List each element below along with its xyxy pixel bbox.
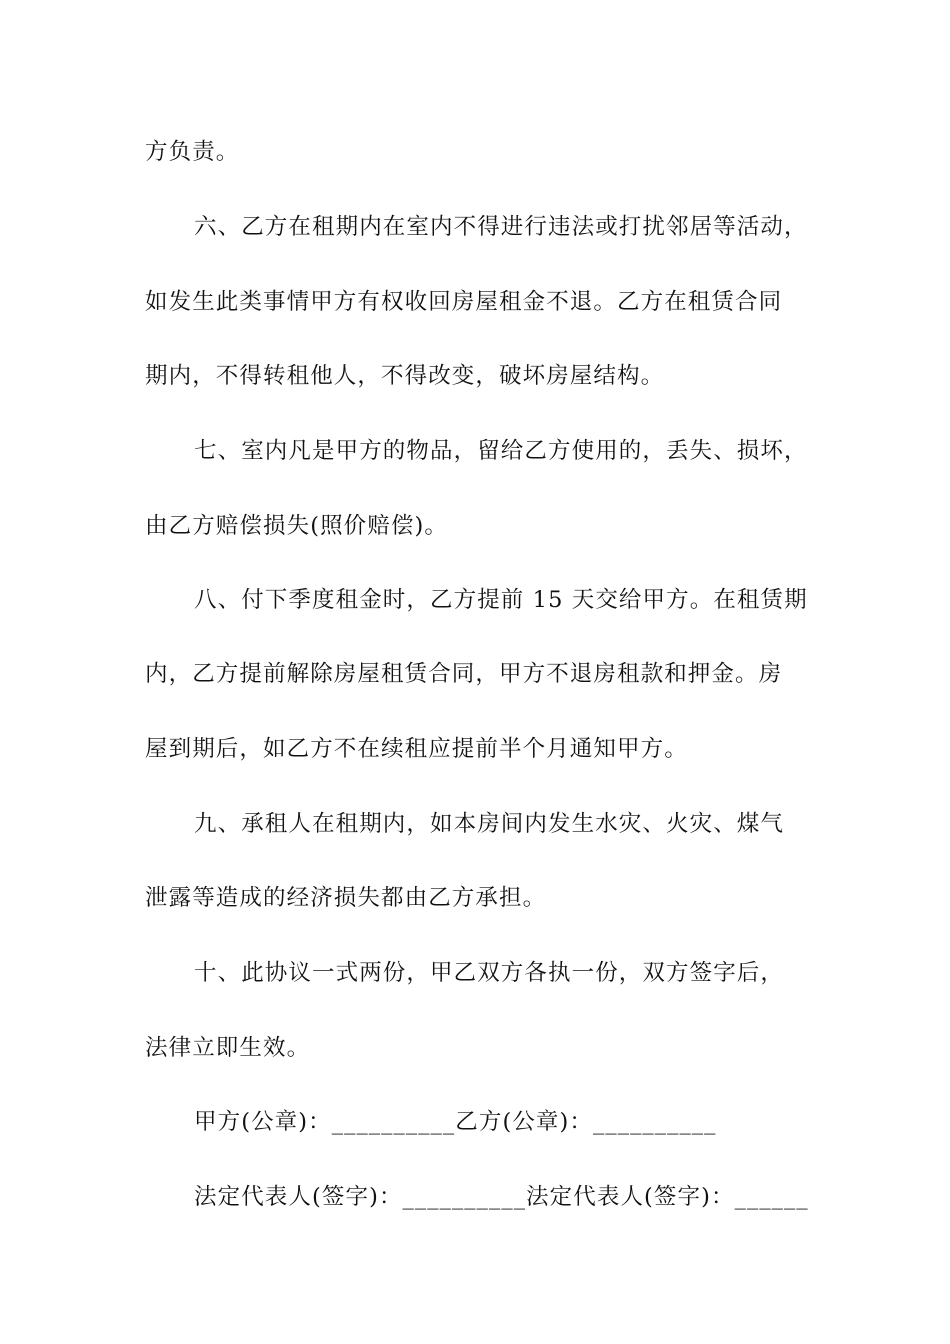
signature-line: 法定代表人(签字)：__________法定代表人(签字)：______ <box>194 1184 809 1210</box>
clause-6-line-1: 六、乙方在租期内在室内不得进行违法或打扰邻居等活动， <box>194 214 808 240</box>
clause-7-line-1: 七、室内凡是甲方的物品，留给乙方使用的，丢失、损坏， <box>194 438 808 464</box>
clause-9-line-1: 九、承租人在租期内，如本房间内发生水灾、火灾、煤气 <box>194 811 785 837</box>
clause-8-line-1: 八、付下季度租金时，乙方提前 15 天交给甲方。在租赁期 <box>194 587 808 613</box>
clause-8-line-2: 内，乙方提前解除房屋租赁合同，甲方不退房租款和押金。房 <box>145 661 783 687</box>
clause-6-line-3: 期内，不得转租他人，不得改变，破坏房屋结构。 <box>145 363 665 389</box>
clause-6-line-2: 如发生此类事情甲方有权收回房屋租金不退。乙方在租赁合同 <box>145 289 783 315</box>
clause-9-line-2: 泄露等造成的经济损失都由乙方承担。 <box>145 885 547 911</box>
seal-line: 甲方(公章)：__________乙方(公章)：__________ <box>194 1109 717 1135</box>
clause-10-line-1: 十、此协议一式两份，甲乙双方各执一份，双方签字后， <box>194 960 785 986</box>
clause-7-line-2: 由乙方赔偿损失(照价赔偿)。 <box>145 513 448 539</box>
clause-5-continuation: 方负责。 <box>145 139 240 165</box>
clause-8-line-3: 屋到期后，如乙方不在续租应提前半个月通知甲方。 <box>145 736 688 762</box>
clause-10-line-2: 法律立即生效。 <box>145 1035 311 1061</box>
